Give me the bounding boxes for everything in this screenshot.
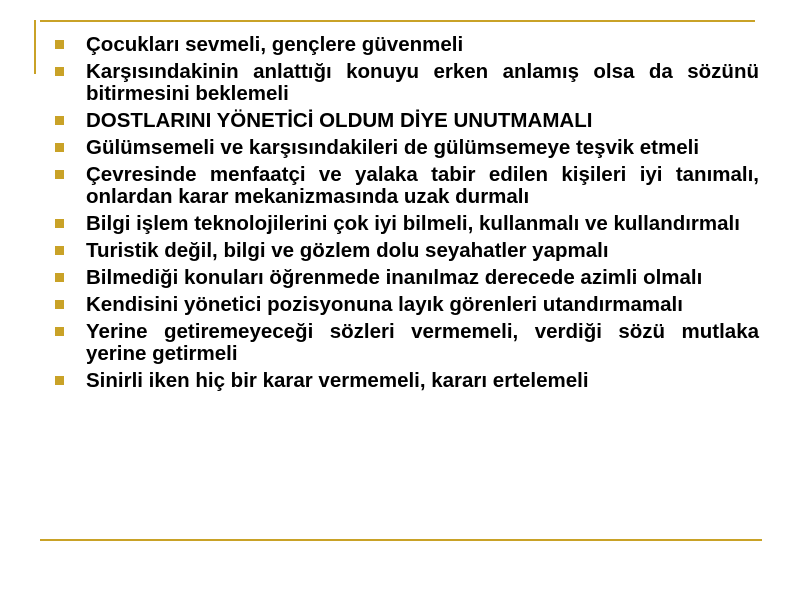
square-bullet-icon <box>55 273 64 282</box>
bullet-text: Çevresinde menfaatçi ve yalaka tabir edilen kişileri iyi tanımalı, onlardan karar mekanizmasında uzak durmalı <box>86 163 759 208</box>
square-bullet-icon <box>55 327 64 336</box>
bullet-text: Gülümsemeli ve karşısındakileri de gülümsemeye teşvik etmeli <box>86 136 700 159</box>
bullet-item <box>55 164 759 208</box>
square-bullet-icon <box>55 67 64 76</box>
bullet-item <box>55 321 759 365</box>
bullet-item <box>55 110 759 132</box>
bullet-item <box>55 294 759 316</box>
bullet-text: DOSTLARINI YÖNETİCİ OLDUM DİYE UNUTMAMALI <box>86 109 593 132</box>
bullet-item <box>55 61 759 105</box>
bullet-text: Çocukları sevmeli, gençlere güvenmeli <box>86 33 464 56</box>
square-bullet-icon <box>55 246 64 255</box>
top-divider <box>40 20 755 22</box>
bottom-divider <box>40 539 762 541</box>
bullet-text: Turistik değil, bilgi ve gözlem dolu seyahatler yapmalı <box>86 239 609 262</box>
bullet-list <box>55 34 759 397</box>
square-bullet-icon <box>55 170 64 179</box>
bullet-text: Karşısındakinin anlattığı konuyu erken anlamış olsa da sözünü bitirmesini beklemeli <box>86 60 759 105</box>
square-bullet-icon <box>55 300 64 309</box>
bullet-item <box>55 267 759 289</box>
bullet-text: Yerine getiremeyeceği sözleri vermemeli, verdiği sözü mutlaka yerine getirmeli <box>86 320 759 365</box>
bullet-item <box>55 137 759 159</box>
square-bullet-icon <box>55 116 64 125</box>
top-left-divider <box>34 20 36 74</box>
bullet-text: Bilgi işlem teknolojilerini çok iyi bilmeli, kullanmalı ve kullandırmalı <box>86 212 740 235</box>
bullet-text: Bilmediği konuları öğrenmede inanılmaz derecede azimli olmalı <box>86 266 703 289</box>
bullet-text: Sinirli iken hiç bir karar vermemeli, kararı ertelemeli <box>86 369 589 392</box>
square-bullet-icon <box>55 219 64 228</box>
square-bullet-icon <box>55 376 64 385</box>
bullet-item <box>55 213 759 235</box>
square-bullet-icon <box>55 143 64 152</box>
bullet-item <box>55 240 759 262</box>
bullet-item <box>55 370 759 392</box>
bullet-item <box>55 34 759 56</box>
square-bullet-icon <box>55 40 64 49</box>
bullet-text: Kendisini yönetici pozisyonuna layık görenleri utandırmamalı <box>86 293 683 316</box>
